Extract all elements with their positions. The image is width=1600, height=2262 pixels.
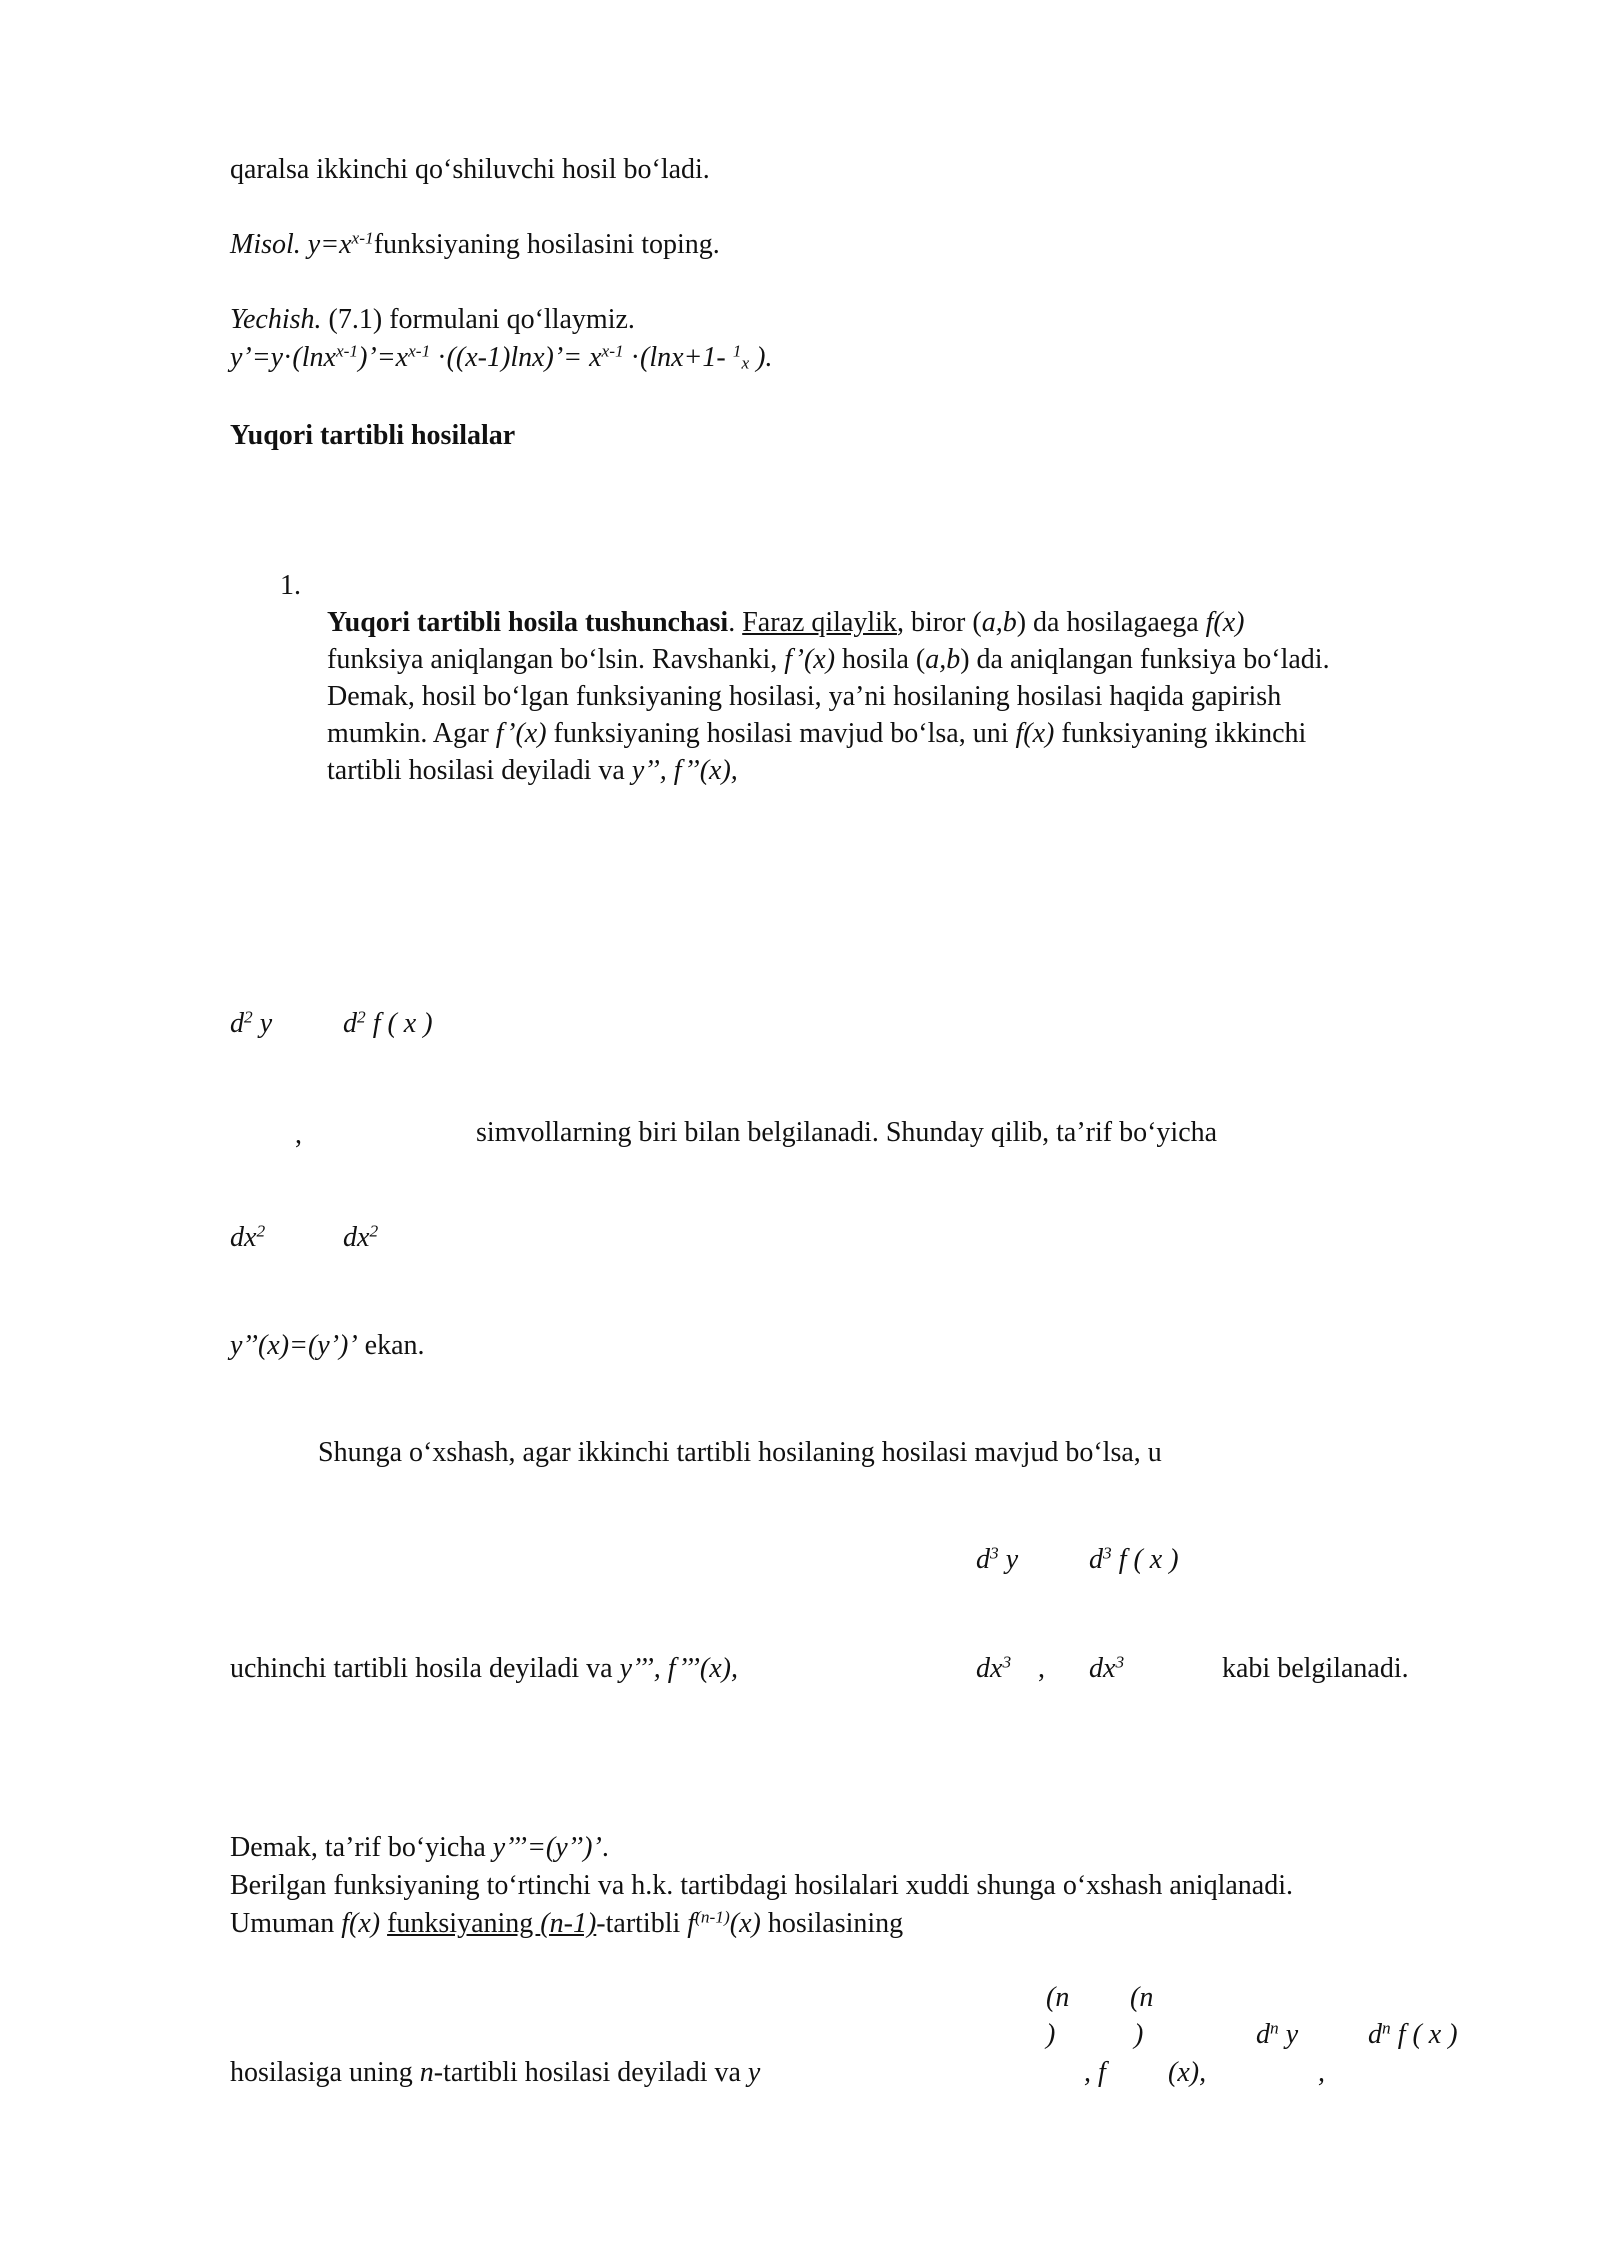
list-title: Yuqori tartibli hosila tushunchasi <box>327 607 729 638</box>
dx3-denominator-2: $dx^3$ <box>1089 1652 1125 1684</box>
list-number: 1. <box>280 570 301 601</box>
formula-part: )’=x <box>358 342 409 373</box>
misol-exponent: x-1 <box>351 228 374 248</box>
text: tartibli hosilasi deyiladi va <box>327 755 632 786</box>
function: f(x) <box>1205 607 1245 638</box>
text: , biror ( <box>896 607 982 638</box>
formula-part: (lnx+1- <box>640 342 733 373</box>
list-dot: . <box>728 607 743 638</box>
d2f-numerator: $d^2$ f ( x ) <box>343 1007 433 1039</box>
formula-exponent: x-1 <box>408 341 431 361</box>
third-derivative-notation: y’’’, f’’’(x), <box>619 1653 738 1684</box>
text: mumkin. Agar <box>327 718 496 749</box>
nth-argument: (x), <box>1168 2057 1207 2088</box>
function: f(x) <box>1015 718 1055 749</box>
derivative: f’(x) <box>495 718 547 749</box>
shunga-line: Shunga o‘xshash, agar ikkinchi tartibli hosilaning hosilasi mavjud bo‘lsa, u <box>318 1437 1162 1468</box>
formula-dot: · <box>630 342 640 373</box>
misol-label: Misol. <box>230 229 301 260</box>
derivative: f’(x) <box>784 644 836 675</box>
function-y: y <box>747 2057 761 2088</box>
text: . <box>601 1832 609 1863</box>
misol-text: funksiyaning hosilasini toping. <box>373 229 720 260</box>
n-order-close-1: ) <box>1046 2019 1056 2050</box>
order-n: n <box>419 2057 434 2088</box>
d3y-numerator: $d^3$ y <box>976 1543 1019 1575</box>
text: hosilasiga uning <box>230 2057 420 2088</box>
text: Umuman <box>230 1908 342 1939</box>
formula-exponent: x-1 <box>335 341 359 361</box>
text: Demak, ta’rif bo‘yicha <box>230 1832 493 1863</box>
uchinchi-line <box>230 1651 738 1687</box>
n-order-open-1: (n <box>1046 1982 1070 2013</box>
text: -tartibli <box>596 1908 688 1939</box>
yechish-text: (7.1) formulani qo‘llaymiz. <box>328 304 635 335</box>
text: ) da hosilagaega <box>1016 607 1206 638</box>
kabi-text: kabi belgilanadi. <box>1222 1653 1409 1684</box>
formula-part: ((x-1)lnx)’= x <box>446 342 602 373</box>
yechish-label: Yechish. <box>230 304 322 335</box>
umuman-line <box>230 1906 903 1942</box>
d2-comma: , <box>295 1119 302 1150</box>
text: hosila ( <box>835 644 926 675</box>
hosilasiga-line <box>230 2055 760 2091</box>
fraction-numerator: 1 <box>732 341 742 361</box>
interval: a,b <box>925 644 961 675</box>
funksiyaning-link: funksiyaning (n-1) <box>387 1908 597 1939</box>
text: ) da aniqlangan funksiya bo‘ladi. <box>960 644 1330 675</box>
fraction-denominator: x <box>741 353 750 373</box>
yechish-line <box>230 302 635 338</box>
dx2-denominator-1: $dx^2$ <box>230 1221 266 1253</box>
formula-part: (lnx <box>292 342 336 373</box>
list-line-2 <box>327 642 1330 678</box>
dny-numerator: $d^n$ y <box>1256 2018 1299 2050</box>
ydef-line <box>230 1328 425 1364</box>
intro-line: qaralsa ikkinchi qo‘shiluvchi hosil bo‘ladi. <box>230 154 710 185</box>
demak-line <box>230 1830 609 1866</box>
d3-comma: , <box>1038 1653 1045 1684</box>
formula-part: ). <box>749 342 773 373</box>
faraz-link: Faraz qilaylik <box>742 607 897 638</box>
d2y-numerator: $d^2$ y <box>230 1007 273 1039</box>
text: funksiyaning hosilasi mavjud bo‘lsa, uni <box>546 718 1016 749</box>
formula-dot: · <box>437 342 447 373</box>
text: -tartibli hosilasi deyiladi va <box>433 2057 748 2088</box>
nth-f: , f <box>1084 2057 1106 2088</box>
text: ekan. <box>357 1330 425 1361</box>
text: uchinchi tartibli hosila deyiladi va <box>230 1653 620 1684</box>
third-derivative-def: y’’’=(y’’)’ <box>492 1832 602 1863</box>
notation: y’’, f’’(x), <box>631 755 738 786</box>
section-heading: Yuqori tartibli hosilalar <box>230 420 516 451</box>
dx2-denominator-2: $dx^2$ <box>343 1221 379 1253</box>
list-line-1 <box>327 605 1244 641</box>
formula-dot: · <box>283 342 293 373</box>
second-derivative-def: y’’(x)=(y’)’ <box>230 1330 358 1361</box>
n-order-open-2: (n <box>1130 1982 1154 2013</box>
interval: a,b <box>981 607 1017 638</box>
argument: (x) <box>729 1908 761 1939</box>
misol-expression: y=x <box>307 229 352 260</box>
dnf-numerator: $d^n$ f ( x ) <box>1368 2018 1458 2050</box>
yechish-formula <box>230 340 772 376</box>
text: hosilasining <box>760 1908 904 1939</box>
text: funksiyaning ikkinchi <box>1054 718 1307 749</box>
function: f(x) <box>341 1908 381 1939</box>
list-line-3: Demak, hosil bo‘lgan funksiyaning hosilasi, ya’ni hosilaning hosilasi haqida gapirish <box>327 681 1282 712</box>
berilgan-line: Berilgan funksiyaning to‘rtinchi va h.k. tartibdagi hosilalari xuddi shunga o‘xshash aniqlanadi. <box>230 1870 1294 1901</box>
misol-line <box>230 227 720 263</box>
text: funksiya aniqlangan bo‘lsin. Ravshanki, <box>327 644 785 675</box>
formula-part: y’=y <box>230 342 284 373</box>
list-line-4 <box>327 716 1306 752</box>
d3f-numerator: $d^3$ f ( x ) <box>1089 1543 1179 1575</box>
dx3-denominator-1: $dx^3$ <box>976 1652 1012 1684</box>
function-f: f <box>687 1908 696 1939</box>
d2-text: simvollarning biri bilan belgilanadi. Shunday qilib, ta’rif bo‘yicha <box>476 1117 1218 1148</box>
formula-exponent: x-1 <box>601 341 624 361</box>
order-exponent: (n-1) <box>695 1907 730 1927</box>
list-line-5 <box>327 753 738 789</box>
nth-comma: , <box>1318 2057 1325 2088</box>
n-order-close-2: ) <box>1134 2019 1144 2050</box>
